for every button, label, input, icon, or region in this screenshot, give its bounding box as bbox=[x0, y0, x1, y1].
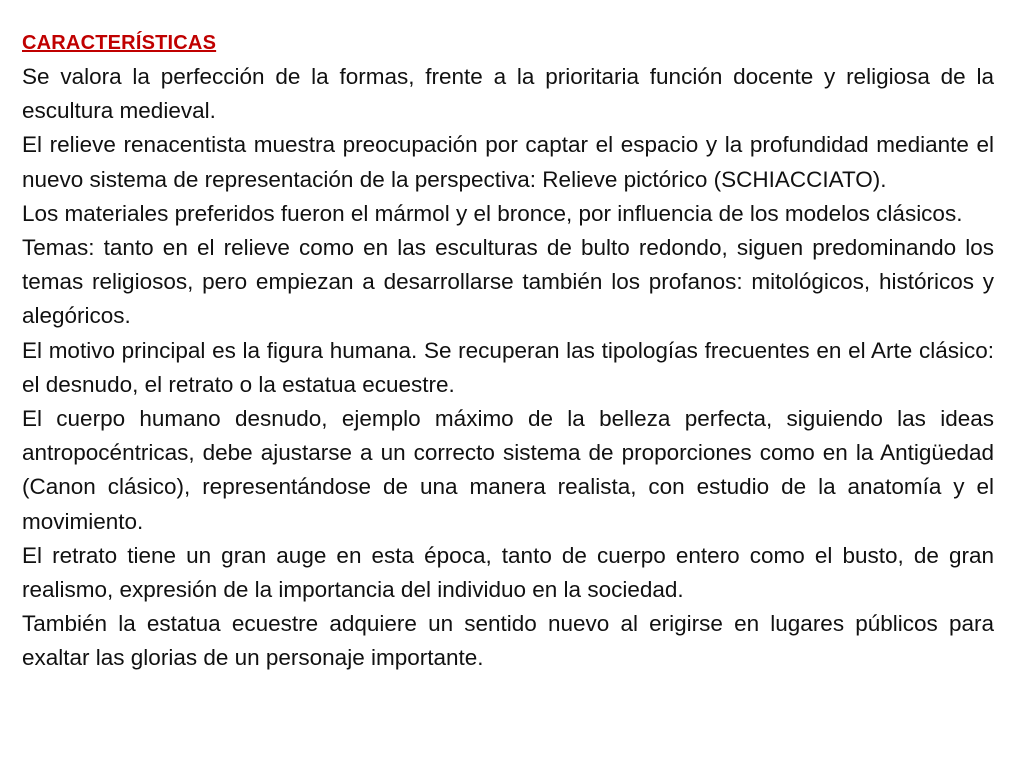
slide-heading: CARACTERÍSTICAS bbox=[22, 32, 217, 54]
paragraph-equestrian: También la estatua ecuestre adquiere un sentido nuevo al erigirse en lugares públicos para exaltar las glorias de un personaje importante. bbox=[22, 611, 994, 671]
paragraph-relief: El relieve renacentista muestra preocupación por captar el espacio y la profundidad mediante el nuevo sistema de representación de la perspectiva: Relieve pictórico (SCHIACCIATO). bbox=[22, 132, 994, 192]
slide-content bbox=[22, 26, 994, 746]
paragraph-themes: Temas: tanto en el relieve como en las esculturas de bulto redondo, siguen predominando los temas religiosos, pero empiezan a desarrollarse también los profanos: mitológicos, históricos y alegóricos. bbox=[22, 235, 994, 329]
paragraph-materials: Los materiales preferidos fueron el mármol y el bronce, por influencia de los modelos clásicos. bbox=[22, 200, 963, 226]
paragraph-portrait: El retrato tiene un gran auge en esta época, tanto de cuerpo entero como el busto, de gran realismo, expresión de la importancia del individuo en la sociedad. bbox=[22, 542, 994, 603]
paragraph-nude-body: El cuerpo humano desnudo, ejemplo máximo de la belleza perfecta, siguiendo las ideas antropocéntricas, debe ajustarse a un correcto sistema de proporciones como en la Antigüedad (Canon clásico), representándose de una manera realista, con estudio de la anatomía y el movimiento. bbox=[22, 406, 994, 534]
paragraph-human-figure: El motivo principal es la figura humana. Se recuperan las tipologías frecuentes en el Arte clásico: el desnudo, el retrato o la estatua ecuestre. bbox=[22, 337, 994, 397]
paragraph-perfection: Se valora la perfección de la formas, frente a la prioritaria función docente y religiosa de la escultura medieval. bbox=[22, 64, 994, 124]
